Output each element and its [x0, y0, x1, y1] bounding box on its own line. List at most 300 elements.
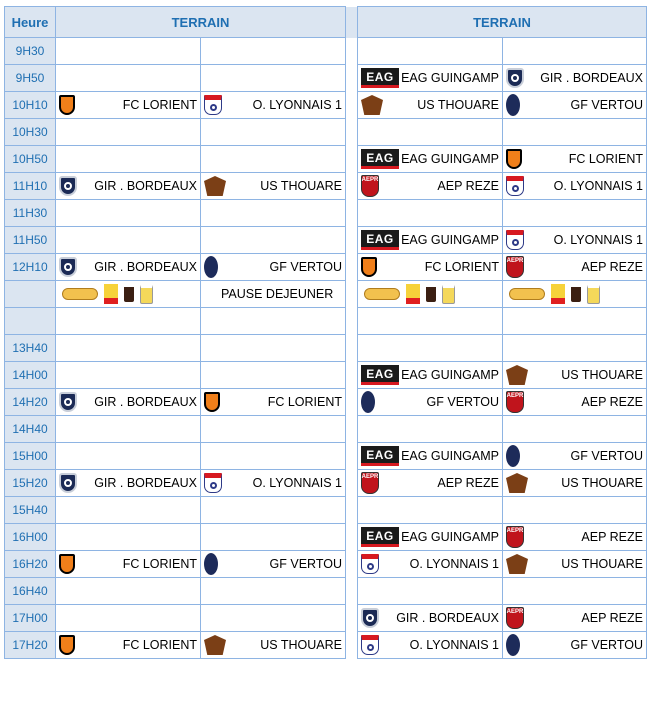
match-cell [56, 227, 201, 254]
match-cell [503, 308, 647, 335]
time-cell: 13H40 [5, 335, 56, 362]
thouare-logo [506, 554, 528, 574]
match-cell [358, 146, 503, 173]
match-cell [503, 281, 647, 308]
cola-glass-icon [124, 287, 134, 302]
team-name: O. LYONNAIS 1 [409, 557, 499, 571]
match-cell [503, 416, 647, 443]
team-entry [358, 173, 502, 199]
cola-glass-icon [426, 287, 436, 302]
column-gap [346, 470, 358, 497]
column-gap [346, 254, 358, 281]
team-entry [201, 254, 345, 280]
time-cell [5, 308, 56, 335]
column-gap [346, 200, 358, 227]
match-cell [56, 146, 201, 173]
terrain-1-header: TERRAIN [56, 7, 346, 38]
column-gap [346, 524, 358, 551]
team-name: O. LYONNAIS 1 [553, 233, 643, 247]
team-entry [201, 632, 345, 658]
team-entry [358, 254, 502, 280]
schedule-row [5, 443, 647, 470]
column-gap [346, 443, 358, 470]
match-cell [503, 335, 647, 362]
team-entry [503, 605, 646, 631]
vertou-logo [204, 553, 218, 575]
schedule-row [5, 632, 647, 659]
team-entry [56, 389, 200, 415]
heure-header: Heure [5, 7, 56, 38]
team-name: GIR . BORDEAUX [94, 476, 197, 490]
cola-glass-icon [571, 287, 581, 302]
team-name: US THOUARE [260, 638, 342, 652]
match-cell [56, 200, 201, 227]
team-name: GIR . BORDEAUX [94, 395, 197, 409]
schedule-row [5, 497, 647, 524]
team-name: EAG GUINGAMP [401, 152, 499, 166]
match-cell [56, 65, 201, 92]
match-cell [358, 173, 503, 200]
match-cell [201, 605, 346, 632]
team-name: EAG GUINGAMP [401, 368, 499, 382]
lyon-logo [361, 554, 379, 574]
team-entry [201, 173, 345, 199]
team-name: FC LORIENT [267, 395, 342, 409]
time-cell: 12H10 [5, 254, 56, 281]
schedule-row [5, 605, 647, 632]
match-cell [358, 308, 503, 335]
match-cell [358, 632, 503, 659]
team-name: EAG GUINGAMP [401, 233, 499, 247]
match-cell [56, 38, 201, 65]
team-name: FC LORIENT [122, 557, 197, 571]
team-entry [358, 389, 502, 415]
team-name: EAG GUINGAMP [401, 449, 499, 463]
team-entry [56, 470, 200, 496]
column-gap [346, 335, 358, 362]
match-cell [358, 119, 503, 146]
match-cell [201, 200, 346, 227]
team-name: GIR . BORDEAUX [94, 179, 197, 193]
team-entry [56, 254, 200, 280]
match-cell [56, 335, 201, 362]
time-cell: 11H10 [5, 173, 56, 200]
column-gap [346, 146, 358, 173]
column-gap [346, 308, 358, 335]
column-gap [346, 7, 358, 38]
match-cell [358, 551, 503, 578]
time-cell: 15H20 [5, 470, 56, 497]
schedule-row [5, 470, 647, 497]
match-cell [201, 335, 346, 362]
match-cell [503, 632, 647, 659]
lyon-logo [506, 230, 524, 250]
pause-cell [201, 281, 346, 308]
lorient-logo [506, 149, 522, 169]
column-gap [346, 389, 358, 416]
team-name: GF VERTOU [570, 449, 643, 463]
time-cell: 17H00 [5, 605, 56, 632]
team-entry [201, 389, 345, 415]
match-cell [201, 578, 346, 605]
team-name: AEP REZE [581, 611, 643, 625]
reze-logo: AEPR [506, 607, 524, 629]
team-entry [503, 362, 646, 388]
team-entry [503, 227, 646, 253]
column-gap [346, 578, 358, 605]
team-entry [56, 92, 200, 118]
vertou-logo [506, 445, 520, 467]
match-cell [56, 362, 201, 389]
lorient-logo [59, 635, 75, 655]
schedule-row [5, 92, 647, 119]
team-entry [358, 632, 502, 658]
schedule-row [5, 524, 647, 551]
match-cell [56, 254, 201, 281]
match-cell [201, 173, 346, 200]
match-cell [503, 578, 647, 605]
team-entry [503, 173, 646, 199]
vertou-logo [506, 634, 520, 656]
column-gap [346, 416, 358, 443]
team-entry [358, 470, 502, 496]
match-cell [358, 605, 503, 632]
match-cell [358, 254, 503, 281]
column-gap [346, 632, 358, 659]
column-gap [346, 227, 358, 254]
match-cell [56, 119, 201, 146]
time-cell: 10H10 [5, 92, 56, 119]
sandwich-icon [62, 288, 98, 300]
schedule-row [5, 389, 647, 416]
match-cell [503, 389, 647, 416]
team-entry [358, 65, 502, 91]
match-cell [201, 443, 346, 470]
team-name: GF VERTOU [426, 395, 499, 409]
match-cell [201, 632, 346, 659]
time-cell: 14H40 [5, 416, 56, 443]
match-cell [358, 227, 503, 254]
team-entry [503, 524, 646, 550]
bordeaux-logo [506, 68, 524, 88]
schedule-row [5, 281, 647, 308]
fries-icon [406, 284, 420, 304]
thouare-logo [506, 365, 528, 385]
team-entry [503, 254, 646, 280]
vertou-logo [506, 94, 520, 116]
team-name: O. LYONNAIS 1 [252, 476, 342, 490]
team-entry [358, 146, 502, 172]
match-cell [503, 470, 647, 497]
team-entry [358, 524, 502, 550]
lorient-logo [361, 257, 377, 277]
bordeaux-logo [59, 257, 77, 277]
team-name: AEP REZE [581, 395, 643, 409]
team-entry [503, 92, 646, 118]
match-cell [56, 470, 201, 497]
team-name: AEP REZE [437, 179, 499, 193]
match-cell [201, 227, 346, 254]
team-name: GF VERTOU [269, 557, 342, 571]
beer-glass-icon [587, 285, 600, 304]
match-cell [201, 551, 346, 578]
match-cell [201, 38, 346, 65]
match-cell [358, 335, 503, 362]
match-cell [201, 497, 346, 524]
time-cell: 9H50 [5, 65, 56, 92]
eag-guingamp-logo: EAG [361, 527, 399, 547]
match-cell [503, 119, 647, 146]
fries-icon [551, 284, 565, 304]
match-cell [56, 632, 201, 659]
column-gap [346, 605, 358, 632]
lyon-logo [361, 635, 379, 655]
match-cell [56, 551, 201, 578]
fries-icon [104, 284, 118, 304]
match-cell [201, 416, 346, 443]
match-cell [358, 578, 503, 605]
bordeaux-logo [59, 473, 77, 493]
match-cell [56, 389, 201, 416]
column-gap [346, 362, 358, 389]
team-name: O. LYONNAIS 1 [409, 638, 499, 652]
match-cell [56, 524, 201, 551]
match-cell [503, 254, 647, 281]
team-name: GF VERTOU [269, 260, 342, 274]
schedule-row [5, 362, 647, 389]
header-row [5, 7, 647, 38]
time-cell [5, 281, 56, 308]
reze-logo: AEPR [506, 391, 524, 413]
match-cell [503, 362, 647, 389]
match-cell [56, 443, 201, 470]
time-cell: 11H50 [5, 227, 56, 254]
column-gap [346, 173, 358, 200]
column-gap [346, 38, 358, 65]
sandwich-icon [364, 288, 400, 300]
match-cell [358, 65, 503, 92]
team-name: US THOUARE [561, 368, 643, 382]
match-cell [201, 65, 346, 92]
team-name: O. LYONNAIS 1 [252, 98, 342, 112]
reze-logo: AEPR [361, 175, 379, 197]
lunch-icons [56, 281, 200, 307]
team-name: GIR . BORDEAUX [540, 71, 643, 85]
lorient-logo [59, 95, 75, 115]
match-cell [56, 281, 201, 308]
team-entry [503, 389, 646, 415]
schedule-row [5, 146, 647, 173]
match-cell [503, 38, 647, 65]
match-cell [56, 605, 201, 632]
match-cell [358, 524, 503, 551]
match-cell [503, 605, 647, 632]
schedule-row [5, 38, 647, 65]
vertou-logo [361, 391, 375, 413]
schedule-row [5, 308, 647, 335]
time-cell: 10H50 [5, 146, 56, 173]
team-name: US THOUARE [561, 476, 643, 490]
match-cell [358, 416, 503, 443]
team-name: FC LORIENT [424, 260, 499, 274]
match-cell [358, 443, 503, 470]
terrain-2-header: TERRAIN [358, 7, 647, 38]
match-cell [201, 119, 346, 146]
team-entry [503, 551, 646, 577]
match-cell [56, 416, 201, 443]
team-entry [503, 146, 646, 172]
beer-glass-icon [442, 285, 455, 304]
time-cell: 15H40 [5, 497, 56, 524]
lyon-logo [204, 95, 222, 115]
team-name: AEP REZE [437, 476, 499, 490]
team-entry [56, 632, 200, 658]
time-cell: 16H40 [5, 578, 56, 605]
team-entry [201, 92, 345, 118]
schedule-row [5, 200, 647, 227]
schedule-row [5, 254, 647, 281]
thouare-logo [506, 473, 528, 493]
match-cell [503, 173, 647, 200]
team-entry [358, 551, 502, 577]
time-cell: 16H20 [5, 551, 56, 578]
time-cell: 11H30 [5, 200, 56, 227]
match-cell [201, 146, 346, 173]
lyon-logo [506, 176, 524, 196]
match-cell [503, 443, 647, 470]
lorient-logo [204, 392, 220, 412]
vertou-logo [204, 256, 218, 278]
team-name: US THOUARE [561, 557, 643, 571]
team-entry [201, 551, 345, 577]
reze-logo: AEPR [506, 526, 524, 548]
match-cell [201, 470, 346, 497]
bordeaux-logo [59, 392, 77, 412]
match-cell [358, 92, 503, 119]
team-entry [358, 92, 502, 118]
match-cell [503, 551, 647, 578]
pause-label: PAUSE DEJEUNER [221, 287, 334, 301]
column-gap [346, 65, 358, 92]
match-cell [503, 497, 647, 524]
team-entry [358, 227, 502, 253]
time-cell: 15H00 [5, 443, 56, 470]
match-cell [358, 497, 503, 524]
reze-logo: AEPR [506, 256, 524, 278]
schedule-row [5, 119, 647, 146]
column-gap [346, 497, 358, 524]
reze-logo: AEPR [361, 472, 379, 494]
team-name: GIR . BORDEAUX [94, 260, 197, 274]
team-entry [503, 443, 646, 469]
thouare-logo [204, 635, 226, 655]
match-cell [56, 92, 201, 119]
eag-guingamp-logo: EAG [361, 230, 399, 250]
match-cell [56, 578, 201, 605]
match-cell [201, 524, 346, 551]
team-name: EAG GUINGAMP [401, 71, 499, 85]
match-cell [503, 200, 647, 227]
lunch-icons [358, 281, 502, 307]
match-cell [358, 362, 503, 389]
lorient-logo [59, 554, 75, 574]
match-cell [503, 524, 647, 551]
team-name: FC LORIENT [122, 638, 197, 652]
match-cell [201, 362, 346, 389]
team-entry [503, 65, 646, 91]
schedule-row [5, 173, 647, 200]
team-entry [503, 470, 646, 496]
bordeaux-logo [59, 176, 77, 196]
time-cell: 17H20 [5, 632, 56, 659]
match-cell [201, 308, 346, 335]
match-cell [56, 173, 201, 200]
bordeaux-logo [361, 608, 379, 628]
match-cell [358, 470, 503, 497]
match-cell [201, 92, 346, 119]
schedule-body [5, 7, 647, 659]
column-gap [346, 119, 358, 146]
team-name: GF VERTOU [570, 98, 643, 112]
team-entry [358, 362, 502, 388]
match-cell [503, 65, 647, 92]
team-entry [503, 632, 646, 658]
match-cell [56, 308, 201, 335]
team-name: O. LYONNAIS 1 [553, 179, 643, 193]
match-cell [358, 281, 503, 308]
schedule-row [5, 416, 647, 443]
team-name: AEP REZE [581, 530, 643, 544]
team-name: FC LORIENT [568, 152, 643, 166]
eag-guingamp-logo: EAG [361, 446, 399, 466]
schedule-row [5, 335, 647, 362]
team-name: EAG GUINGAMP [401, 530, 499, 544]
time-cell: 16H00 [5, 524, 56, 551]
eag-guingamp-logo: EAG [361, 68, 399, 88]
team-entry [358, 443, 502, 469]
match-cell [358, 389, 503, 416]
thouare-logo [361, 95, 383, 115]
team-name: US THOUARE [260, 179, 342, 193]
team-name: GF VERTOU [570, 638, 643, 652]
time-cell: 10H30 [5, 119, 56, 146]
eag-guingamp-logo: EAG [361, 365, 399, 385]
sandwich-icon [509, 288, 545, 300]
column-gap [346, 92, 358, 119]
schedule-row [5, 551, 647, 578]
column-gap [346, 551, 358, 578]
match-cell [201, 389, 346, 416]
team-name: US THOUARE [417, 98, 499, 112]
match-cell [358, 38, 503, 65]
team-name: AEP REZE [581, 260, 643, 274]
lunch-icons [503, 281, 646, 307]
lyon-logo [204, 473, 222, 493]
match-cell [201, 254, 346, 281]
column-gap [346, 281, 358, 308]
team-entry [56, 551, 200, 577]
beer-glass-icon [140, 285, 153, 304]
team-entry [201, 470, 345, 496]
thouare-logo [204, 176, 226, 196]
time-cell: 14H00 [5, 362, 56, 389]
match-cell [503, 146, 647, 173]
time-cell: 14H20 [5, 389, 56, 416]
team-name: FC LORIENT [122, 98, 197, 112]
schedule-row [5, 227, 647, 254]
team-name: GIR . BORDEAUX [396, 611, 499, 625]
match-cell [503, 227, 647, 254]
